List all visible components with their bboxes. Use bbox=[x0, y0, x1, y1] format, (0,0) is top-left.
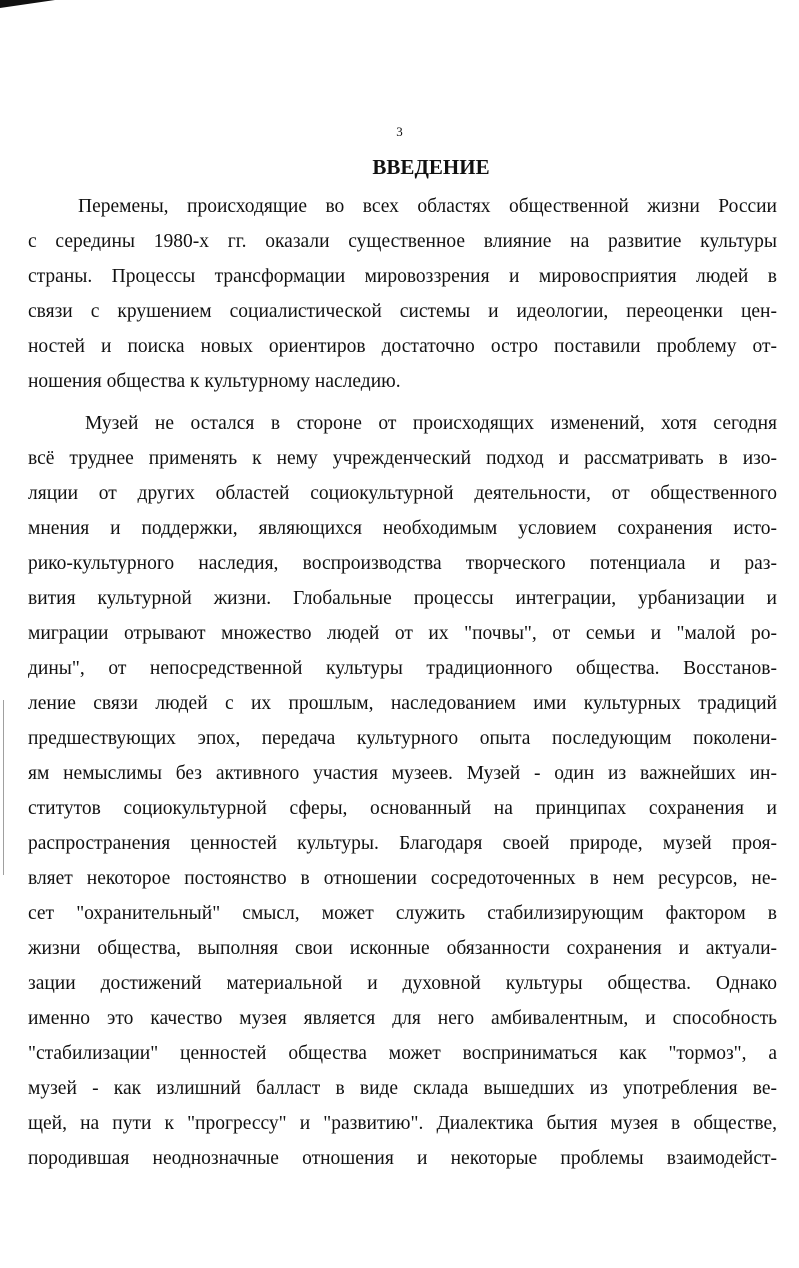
paragraph-line: породившая неоднозначные отношения и некоторые проблемы взаимодейст- bbox=[28, 1148, 777, 1169]
paragraph-line: вляет некоторое постоянство в отношении сосредоточенных в нем ресурсов, не- bbox=[28, 868, 777, 889]
section-heading: ВВЕДЕНИЕ bbox=[372, 155, 490, 179]
paragraph-line: щей, на пути к "прогрессу" и "развитию". Диалектика бытия музея в обществе, bbox=[28, 1113, 777, 1134]
paragraph-line: с середины 1980-х гг. оказали существенное влияние на развитие культуры bbox=[28, 231, 777, 252]
paragraph-line: ностей и поиска новых ориентиров достаточно остро поставили проблему от- bbox=[28, 336, 777, 357]
paragraph-line: связи с крушением социалистической системы и идеологии, переоценки цен- bbox=[28, 301, 777, 322]
paragraph-line: дины", от непосредственной культуры традиционного общества. Восстанов- bbox=[28, 658, 777, 679]
paragraph-line: распространения ценностей культуры. Благодаря своей природе, музей проя- bbox=[28, 833, 777, 854]
paragraph-line: ляции от других областей социокультурной деятельности, от общественного bbox=[28, 483, 777, 504]
paragraph-line: мнения и поддержки, являющихся необходимым условием сохранения исто- bbox=[28, 518, 777, 539]
page-number: 3 bbox=[396, 124, 403, 139]
paragraph-line: миграции отрывают множество людей от их "почвы", от семьи и "малой ро- bbox=[28, 623, 777, 644]
paragraph-line: всё труднее применять к нему учрежденческий подход и рассматривать в изо- bbox=[28, 448, 777, 469]
paragraph-line: именно это качество музея является для него амбивалентным, и способность bbox=[28, 1008, 777, 1029]
paragraph-line: зации достижений материальной и духовной культуры общества. Однако bbox=[28, 973, 777, 994]
paragraph-line: вития культурной жизни. Глобальные процессы интеграции, урбанизации и bbox=[28, 588, 777, 609]
paragraph-line: сет "охранительный" смысл, может служить стабилизирующим фактором в bbox=[28, 903, 777, 924]
paragraph-line: страны. Процессы трансформации мировоззрения и мировосприятия людей в bbox=[28, 266, 777, 287]
paragraph-line: ление связи людей с их прошлым, наследованием ими культурных традиций bbox=[28, 693, 777, 714]
paragraph-line: ститутов социокультурной сферы, основанный на принципах сохранения и bbox=[28, 798, 777, 819]
scan-edge-line bbox=[3, 700, 4, 875]
paragraph-2 bbox=[28, 406, 777, 1176]
paragraph-line: ношения общества к культурному наследию. bbox=[28, 371, 401, 392]
paragraph-line: Перемены, происходящие во всех областях общественной жизни России bbox=[78, 196, 777, 217]
scan-corner-mark bbox=[0, 0, 55, 8]
paragraph-line: ям немыслимы без активного участия музеев. Музей - один из важнейших ин- bbox=[28, 763, 777, 784]
paragraph-line: музей - как излишний балласт в виде склада вышедших из употребления ве- bbox=[28, 1078, 777, 1099]
paragraph-line: Музей не остался в стороне от происходящих изменений, хотя сегодня bbox=[85, 413, 777, 434]
paragraph-line: рико-культурного наследия, воспроизводства творческого потенциала и раз- bbox=[28, 553, 777, 574]
paragraph-line: жизни общества, выполняя свои исконные обязанности сохранения и актуали- bbox=[28, 938, 777, 959]
paragraph-line: "стабилизации" ценностей общества может восприниматься как "тормоз", а bbox=[28, 1043, 777, 1064]
paragraph-1 bbox=[28, 189, 777, 399]
paragraph-line: предшествующих эпох, передача культурного опыта последующим поколени- bbox=[28, 728, 777, 749]
